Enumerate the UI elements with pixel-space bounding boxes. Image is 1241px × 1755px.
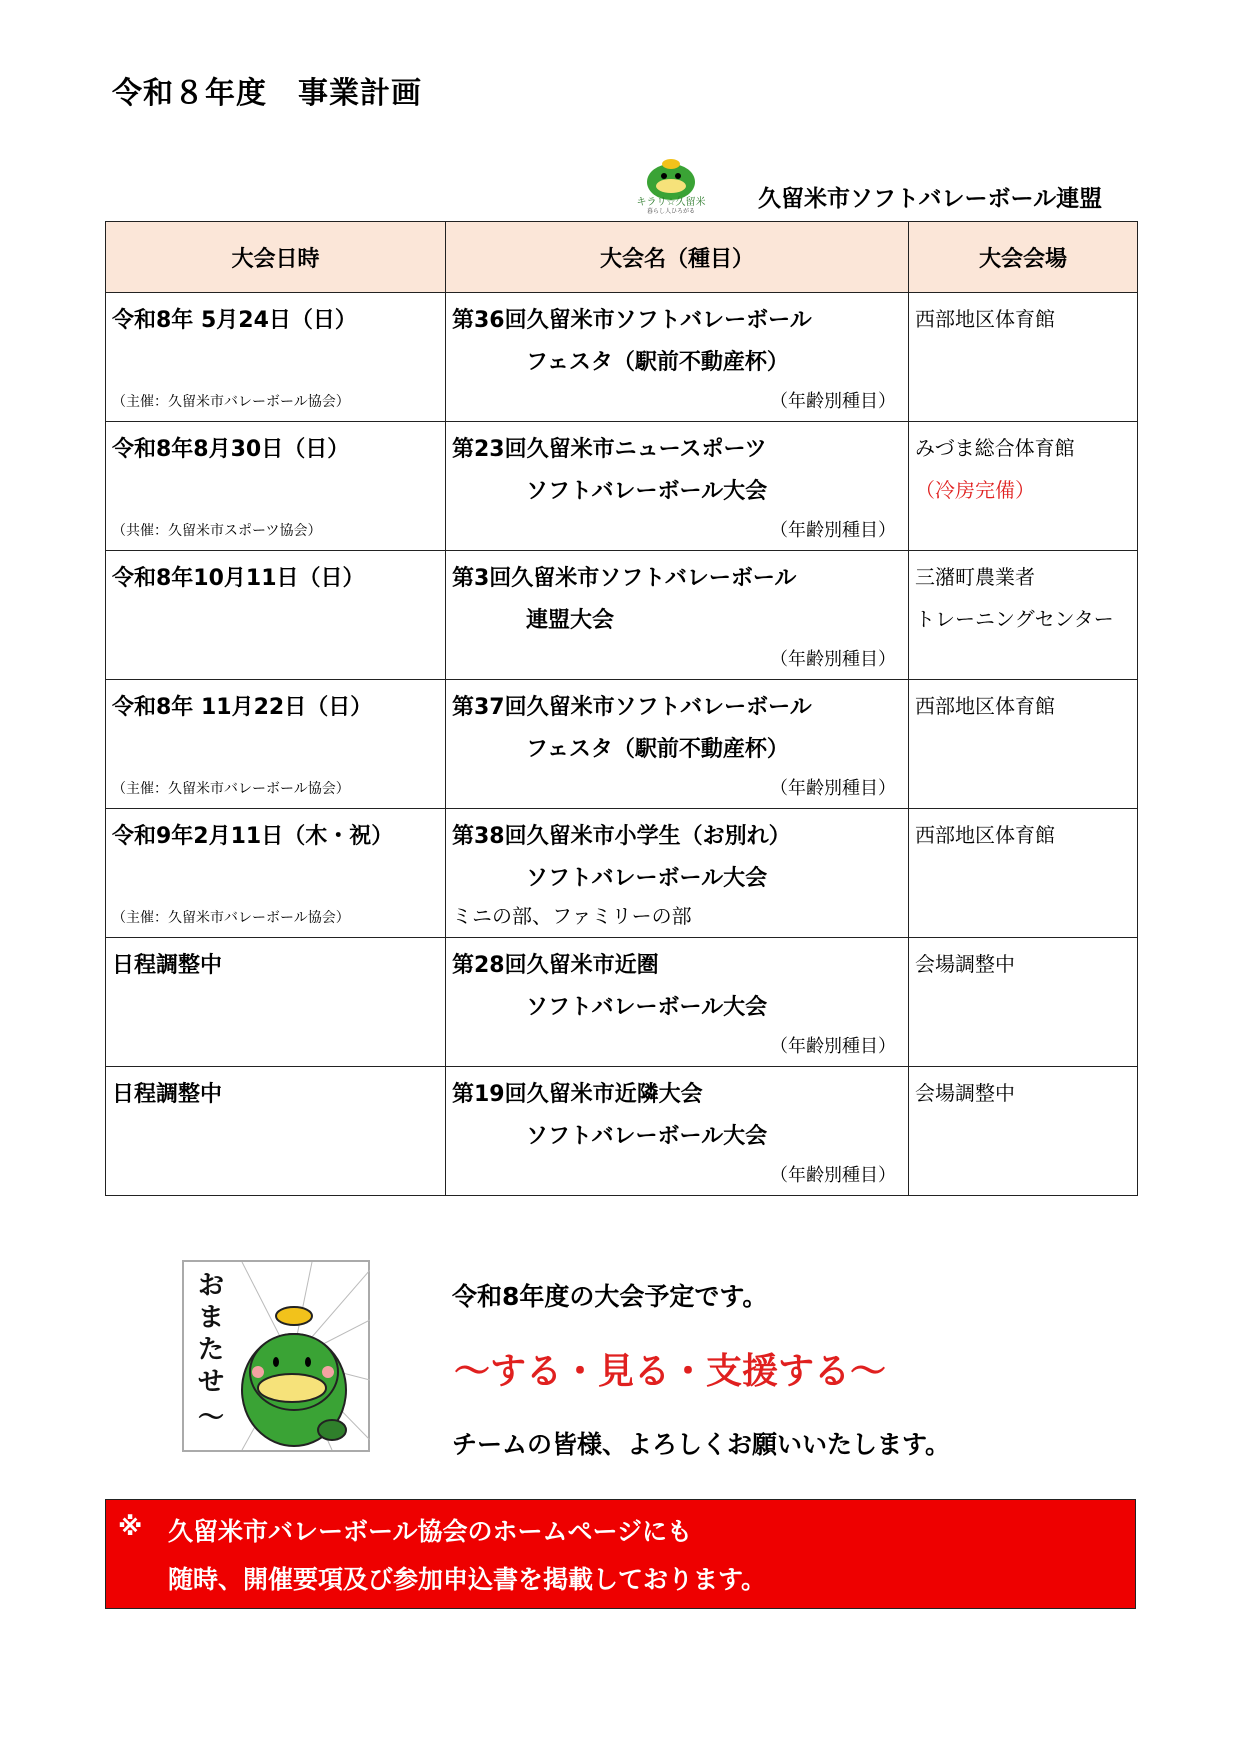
date-cell	[106, 293, 446, 422]
table-row	[106, 938, 1138, 1067]
organizer-note: （主催：久留米市バレーボール協会）	[112, 910, 350, 926]
venue-cell	[909, 809, 1138, 938]
event-date: 令和8年8月30日（日）	[112, 437, 350, 462]
date-cell	[106, 938, 446, 1067]
schedule-table	[105, 221, 1138, 1196]
table-row	[106, 293, 1138, 422]
venue-cell	[909, 1067, 1138, 1196]
event-cell	[446, 422, 909, 551]
venue-cell	[909, 422, 1138, 551]
event-date: 令和9年2月11日（木・祝）	[112, 824, 394, 849]
venue-line1: 西部地区体育館	[915, 823, 1055, 847]
date-cell	[106, 680, 446, 809]
event-name-line1: 第37回久留米市ソフトバレーボール	[452, 695, 812, 720]
event-category: （年齢別種目）	[770, 649, 896, 670]
event-name-line1: 第38回久留米市小学生（お別れ）	[452, 824, 791, 849]
event-cell	[446, 809, 909, 938]
message-line1: 令和8年度の大会予定です。	[452, 1282, 768, 1311]
event-date: 令和8年 5月24日（日）	[112, 308, 357, 333]
svg-text:せ: せ	[198, 1367, 225, 1397]
notice-line2: 随時、開催要項及び参加申込書を掲載しております。	[168, 1565, 767, 1594]
svg-text:お: お	[198, 1271, 225, 1301]
table-row	[106, 551, 1138, 680]
venue-cell	[909, 938, 1138, 1067]
event-date: 令和8年10月11日（日）	[112, 566, 365, 591]
event-cell	[446, 1067, 909, 1196]
venue-cell	[909, 680, 1138, 809]
venue-line1: 西部地区体育館	[915, 307, 1055, 331]
table-header-row	[106, 222, 1138, 293]
venue-note-air-conditioning: （冷房完備）	[915, 478, 1035, 502]
event-category: （年齢別種目）	[770, 778, 896, 799]
event-name-line1: 第3回久留米市ソフトバレーボール	[452, 566, 797, 591]
event-date: 日程調整中	[112, 953, 223, 978]
event-name-line1: 第23回久留米市ニュースポーツ	[452, 437, 767, 462]
organizer-note: （主催：久留米市バレーボール協会）	[112, 781, 350, 797]
event-name-line2: ソフトバレーボール大会	[526, 479, 768, 504]
header-date: 大会日時	[106, 222, 446, 293]
date-cell	[106, 551, 446, 680]
table-row	[106, 680, 1138, 809]
event-name-line2: フェスタ（駅前不動産杯）	[526, 737, 789, 762]
event-name-line1: 第36回久留米市ソフトバレーボール	[452, 308, 812, 333]
table-row	[106, 1067, 1138, 1196]
date-cell	[106, 1067, 446, 1196]
event-category: （年齢別種目）	[770, 1036, 896, 1057]
header-event: 大会名（種目）	[446, 222, 909, 293]
page-title: 令和８年度 事業計画	[112, 76, 422, 111]
event-name-line2: ソフトバレーボール大会	[526, 995, 768, 1020]
organization-name: 久留米市ソフトバレーボール連盟	[758, 186, 1103, 212]
event-name-line2: ソフトバレーボール大会	[526, 1124, 768, 1149]
event-date: 令和8年 11月22日（日）	[112, 695, 373, 720]
event-category: （年齢別種目）	[770, 520, 896, 541]
event-name-line2: 連盟大会	[526, 608, 615, 633]
date-cell	[106, 809, 446, 938]
date-cell	[106, 422, 446, 551]
venue-line1: みづま総合体育館	[915, 436, 1075, 460]
table-row	[106, 809, 1138, 938]
mascot-logo	[630, 148, 712, 214]
event-cell	[446, 680, 909, 809]
slogan: 〜する・見る・支援する〜	[454, 1351, 887, 1392]
event-cell	[446, 551, 909, 680]
svg-text:キラリ☆久留米: キラリ☆久留米	[636, 197, 706, 208]
notice-mark: ※	[118, 1512, 143, 1541]
svg-text:ま: ま	[198, 1303, 225, 1333]
event-cell	[446, 293, 909, 422]
event-name-line1: 第19回久留米市近隣大会	[452, 1082, 703, 1107]
event-name-line2: ソフトバレーボール大会	[526, 866, 768, 891]
message-line3: チームの皆様、よろしくお願いいたします。	[452, 1430, 951, 1459]
venue-cell	[909, 551, 1138, 680]
event-name-line1: 第28回久留米市近圏	[452, 953, 659, 978]
event-category: （年齢別種目）	[770, 391, 896, 412]
event-name-line2: フェスタ（駅前不動産杯）	[526, 350, 789, 375]
venue-line1: 会場調整中	[915, 1081, 1015, 1105]
svg-text:〜: 〜	[198, 1403, 225, 1433]
event-cell	[446, 938, 909, 1067]
organizer-note: （共催：久留米市スポーツ協会）	[112, 523, 322, 539]
event-date: 日程調整中	[112, 1082, 223, 1107]
venue-line2: トレーニングセンター	[915, 607, 1114, 631]
venue-line1: 西部地区体育館	[915, 694, 1055, 718]
event-category: （年齢別種目）	[770, 1165, 896, 1186]
event-divisions: ミニの部、ファミリーの部	[452, 904, 692, 928]
notice-box	[105, 1499, 1136, 1609]
table-row	[106, 422, 1138, 551]
svg-text:暮らし人ひろがる: 暮らし人ひろがる	[646, 208, 696, 214]
svg-text:た: た	[198, 1335, 225, 1365]
venue-line1: 三潴町農業者	[915, 565, 1035, 589]
mascot-illustration	[182, 1260, 370, 1452]
organizer-note: （主催：久留米市バレーボール協会）	[112, 394, 350, 410]
notice-line1: 久留米市バレーボール協会のホームページにも	[168, 1517, 693, 1546]
header-venue: 大会会場	[909, 222, 1138, 293]
venue-line1: 会場調整中	[915, 952, 1015, 976]
venue-cell	[909, 293, 1138, 422]
